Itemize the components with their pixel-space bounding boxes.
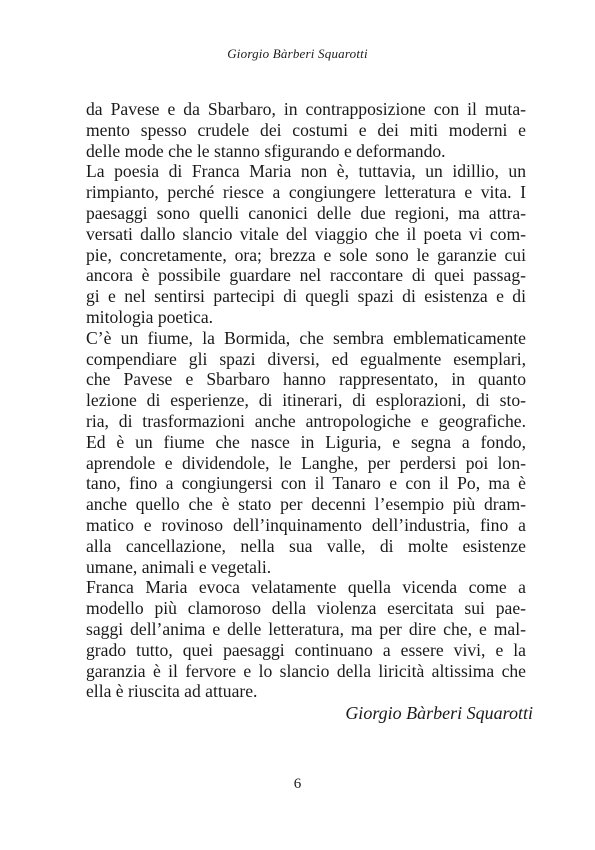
text-line: Franca Maria evoca velatamente quella vicenda come a: [86, 577, 526, 598]
text-line: anche quello che è stato per decenni l’esempio più dram-: [86, 494, 526, 515]
text-line: che Pavese e Sbarbaro hanno rappresentato, in quanto: [86, 369, 526, 390]
text-line: mitologia poetica.: [86, 306, 214, 327]
text-line: ria, di trasformazioni anche antropologiche e geografiche.: [86, 410, 526, 431]
text-line: gi e nel sentirsi partecipi di quegli spazi di esistenza e di: [86, 286, 526, 307]
paragraph: [86, 577, 526, 702]
text-line: ella è riuscita ad attuare.: [86, 681, 258, 702]
text-line: C’è un fiume, la Bormida, che sembra emblematicamente: [86, 327, 526, 348]
page-number: 6: [293, 776, 302, 792]
body-text: [86, 99, 526, 702]
text-line: compendiare gli spazi diversi, ed egualmente esemplari,: [86, 348, 526, 369]
paragraph: [86, 99, 526, 161]
text-line: pie, concretamente, ora; brezza e sole sono le garanzie cui: [86, 244, 526, 265]
text-line: mento spesso crudele dei costumi e dei miti moderni e: [86, 119, 526, 140]
text-line: alla cancellazione, nella sua valle, di molte esistenze: [86, 535, 526, 556]
paragraph: [86, 161, 526, 327]
text-line: umane, animali e vegetali.: [86, 556, 272, 577]
text-line: grado tutto, quei paesaggi continuano a essere vivi, e la: [86, 639, 526, 660]
text-line: tano, fino a congiungersi con il Tanaro e con il Po, ma è: [86, 473, 526, 494]
text-line: rimpianto, perché riesce a congiungere letteratura e vita. I: [86, 182, 526, 203]
text-line: Ed è un fiume che nasce in Liguria, e segna a fondo,: [86, 431, 526, 452]
text-line: modello più clamoroso della violenza esercitata sui pae-: [86, 598, 526, 619]
text-line: versati dallo slancio vitale del viaggio che il poeta vi com-: [86, 223, 526, 244]
text-line: matico e rovinoso dell’inquinamento dell’industria, fino a: [86, 514, 526, 535]
running-head: Giorgio Bàrberi Squarotti: [227, 46, 368, 61]
text-line: saggi dell’anima e delle letteratura, ma per dire che, e mal-: [86, 618, 526, 639]
text-line: paesaggi sono quelli canonici delle due regioni, ma attra-: [86, 202, 526, 223]
text-line: La poesia di Franca Maria non è, tuttavia, un idillio, un: [86, 161, 526, 182]
paragraph: [86, 328, 526, 578]
author-signature: Giorgio Bàrberi Squarotti: [345, 703, 533, 723]
text-line: aprendole e dividendole, le Langhe, per perdersi poi lon-: [86, 452, 526, 473]
text-line: ancora è possibile guardare nel raccontare di quei passag-: [86, 265, 526, 286]
text-line: lezione di esperienze, di itinerari, di esplorazioni, di sto-: [86, 390, 526, 411]
text-line: garanzia è il fervore e lo slancio della liricità altissima che: [86, 660, 526, 681]
text-line: da Pavese e da Sbarbaro, in contrapposizione con il muta-: [86, 99, 526, 119]
text-line: delle mode che le stanno sfigurando e deformando.: [86, 140, 446, 161]
